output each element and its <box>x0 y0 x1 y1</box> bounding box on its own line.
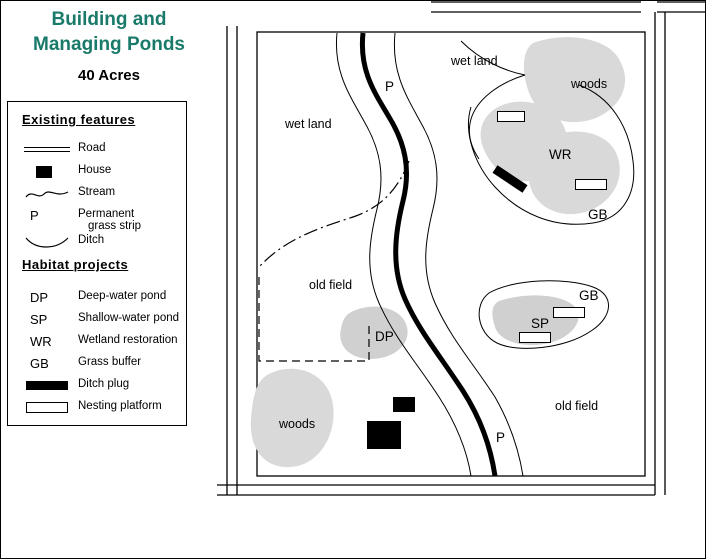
farm-map <box>213 1 706 559</box>
legend-code-SP: SP <box>30 312 48 327</box>
legend-label-nesting-platform: Nesting platform <box>78 400 162 412</box>
legend-label-permanent: Permanent <box>78 208 135 220</box>
legend-item-wetland-restoration <box>16 332 184 354</box>
legend-item-stream <box>16 184 184 206</box>
nesting-platform-pond-a <box>553 307 585 318</box>
legend-code-P: P <box>30 208 39 223</box>
legend-item-deep-water-pond <box>16 288 184 310</box>
page-title-line2: Managing Ponds <box>33 34 185 55</box>
legend-label-wetland-restoration: Wetland restoration <box>78 334 178 346</box>
legend-label-road: Road <box>78 142 106 154</box>
house <box>367 421 401 449</box>
house-icon <box>24 162 72 182</box>
legend-item-ditch <box>16 232 184 254</box>
legend-item-road <box>16 140 184 162</box>
legend-item-shallow-water-pond <box>16 310 184 332</box>
legend-heading-habitat: Habitat projects <box>22 257 129 272</box>
map-label-woods-northeast: woods <box>571 77 608 91</box>
legend-code-GB: GB <box>30 356 49 371</box>
map-label-wetland-west: wet land <box>285 117 332 131</box>
map-label-old-field-southeast: old field <box>555 399 599 413</box>
legend-code-WR: WR <box>30 334 52 349</box>
legend-label-deep-water-pond: Deep-water pond <box>78 290 167 302</box>
legend-item-nesting-platform <box>16 398 184 420</box>
legend-code-DP: DP <box>30 290 49 305</box>
map-label-old-field-west: old field <box>309 278 353 292</box>
ditch-line <box>259 161 409 267</box>
map-code-grass-buffer-northeast: GB <box>588 207 608 222</box>
road-icon <box>24 140 72 160</box>
legend-label-ditch-plug: Ditch plug <box>78 378 130 390</box>
legend-label-permanent-2: grass strip <box>88 220 142 232</box>
legend-box <box>7 101 187 426</box>
map-label-woods-southwest: woods <box>279 417 316 431</box>
wetland-restoration-area-2 <box>529 132 620 215</box>
legend-label-shallow-water-pond: Shallow-water pond <box>78 312 180 324</box>
map-code-shallow-water-pond: SP <box>531 316 550 331</box>
map-code-wetland-restoration: WR <box>549 147 572 162</box>
map-code-deep-water-pond: DP <box>375 329 394 344</box>
ditch-icon <box>24 232 72 252</box>
outbuilding <box>393 397 415 412</box>
title-block <box>9 7 209 84</box>
ditch-plug-icon <box>24 376 72 396</box>
legend-item-ditch-plug <box>16 376 184 398</box>
map-code-permanent-grass-north: P <box>385 79 395 94</box>
legend-label-stream: Stream <box>78 186 116 198</box>
legend-heading-existing: Existing features <box>22 112 136 127</box>
legend-item-grass-buffer <box>16 354 184 376</box>
nesting-platform-east <box>575 179 607 190</box>
deep-water-pond-area <box>340 307 407 359</box>
map-code-permanent-grass-south: P <box>496 430 506 445</box>
legend-label-house: House <box>78 164 112 176</box>
map-code-grass-buffer-east: GB <box>579 288 599 303</box>
map-label-wetland-north: wet land <box>451 54 498 68</box>
stream-main <box>362 33 495 476</box>
legend-label-ditch: Ditch <box>78 234 105 246</box>
nesting-platform-icon <box>24 398 72 418</box>
legend-label-grass-buffer: Grass buffer <box>78 356 142 368</box>
page-title-line1: Building and <box>51 9 167 30</box>
acreage-label: 40 Acres <box>78 67 140 84</box>
nesting-platform-pond-b <box>519 332 551 343</box>
legend-item-house <box>16 162 184 184</box>
map-graphics <box>213 1 706 559</box>
nesting-platform-north <box>497 111 525 122</box>
stream-icon <box>24 184 72 204</box>
